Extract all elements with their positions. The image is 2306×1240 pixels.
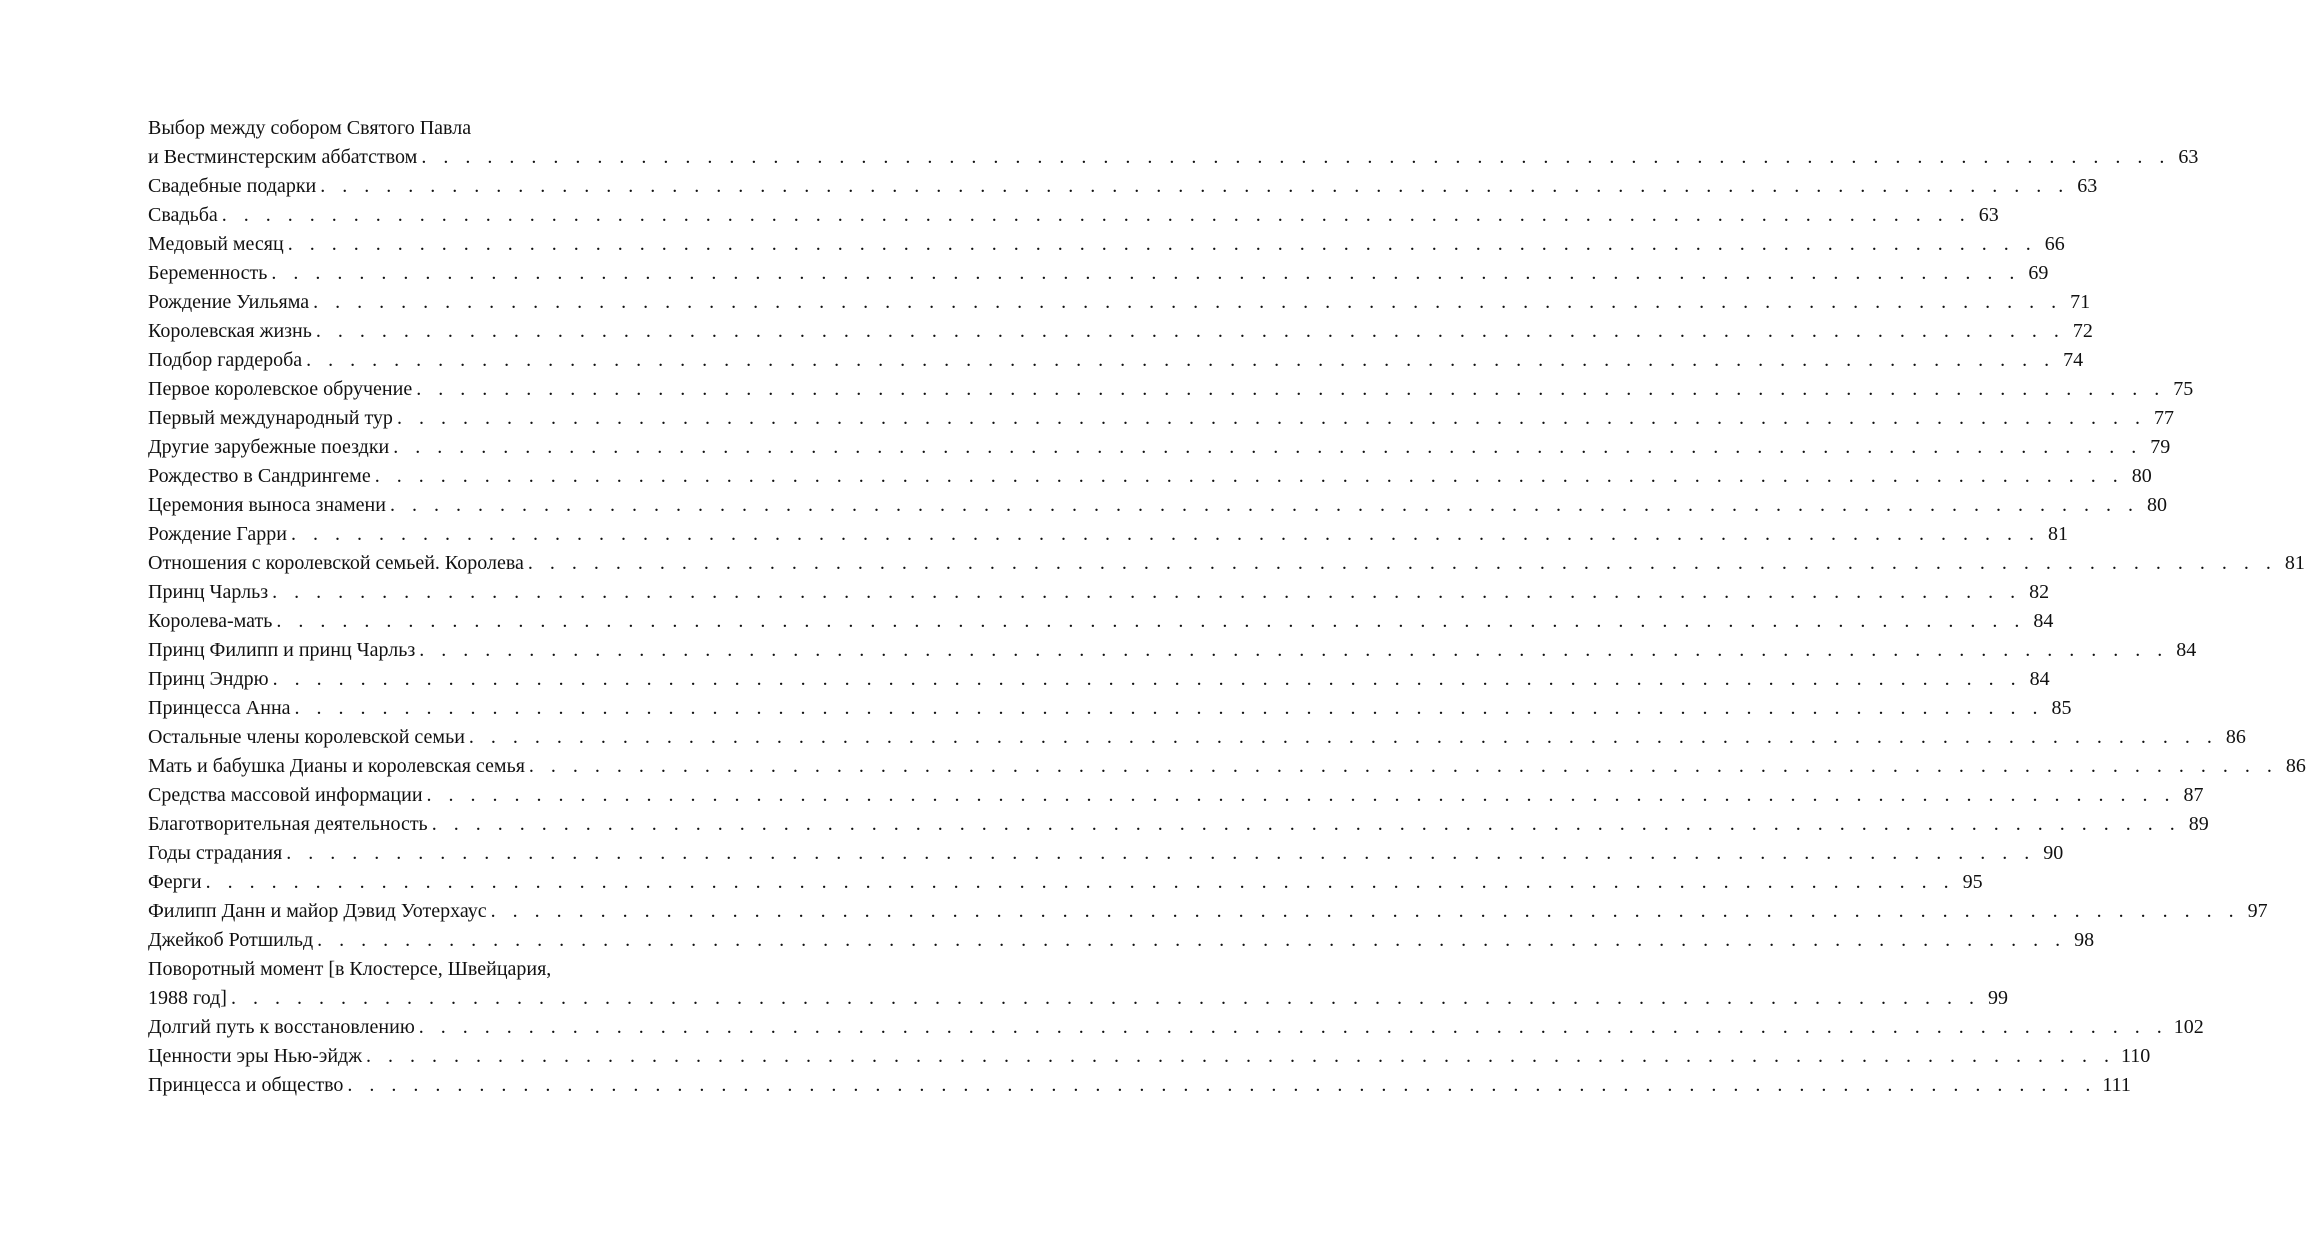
toc-entry bbox=[148, 578, 2050, 607]
toc-entry bbox=[148, 955, 2008, 1013]
dot-leader: . . . . . . . . . . . . . . . . . . . . . . . . . . . . . . . . . . . . . . . . . . . . . . . . . . . . . . . . . . . . . . . . . . . . . . . . . . . . . . . . bbox=[468, 726, 2218, 748]
toc-entry bbox=[148, 781, 2204, 810]
toc-entry-line bbox=[148, 868, 1983, 897]
toc-entry-title: Принц Филипп и принц Чарльз bbox=[148, 639, 416, 661]
toc-entry-line bbox=[148, 1071, 2131, 1100]
dot-leader: . . . . . . . . . . . . . . . . . . . . . . . . . . . . . . . . . . . . . . . . . . . . . . . . . . . . . . . . . . . . . . . . . . . . . . . . . . . . . . . . bbox=[421, 146, 2171, 168]
toc-entry-line bbox=[148, 1042, 2151, 1071]
toc-entry-line bbox=[148, 1013, 2204, 1042]
toc-page-number: 63 bbox=[2077, 175, 2098, 197]
toc-page-number: 84 bbox=[2033, 610, 2054, 632]
dot-leader: . . . . . . . . . . . . . . . . . . . . . . . . . . . . . . . . . . . . . . . . . . . . . . . . . . . . . . . . . . . . . . . . . . . . . . . . . . . . . . . . bbox=[416, 378, 2166, 400]
toc-entry-title: Церемония выноса знамени bbox=[148, 494, 386, 516]
toc-page-number: 90 bbox=[2043, 842, 2064, 864]
toc-entry-title: Остальные члены королевской семьи bbox=[148, 726, 465, 748]
toc-entry-line bbox=[148, 636, 2197, 665]
dot-leader: . . . . . . . . . . . . . . . . . . . . . . . . . . . . . . . . . . . . . . . . . . . . . . . . . . . . . . . . . . . . . . . . . . . . . . . . . . . . . . . . bbox=[393, 436, 2143, 458]
toc-page-number: 111 bbox=[2102, 1074, 2131, 1096]
toc-entry bbox=[148, 288, 2091, 317]
dot-leader: . . . . . . . . . . . . . . . . . . . . . . . . . . . . . . . . . . . . . . . . . . . . . . . . . . . . . . . . . . . . . . . . . . . . . . . . . . . . . . . . bbox=[527, 552, 2277, 574]
toc-entry-title: Рождество в Сандрингеме bbox=[148, 465, 371, 487]
dot-leader: . . . . . . . . . . . . . . . . . . . . . . . . . . . . . . . . . . . . . . . . . . . . . . . . . . . . . . . . . . . . . . . . . . . . . . . . . . . . . . . . bbox=[419, 639, 2169, 661]
toc-entry-line bbox=[148, 984, 2008, 1013]
toc-entry-title: Благотворительная деятельность bbox=[148, 813, 428, 835]
toc-entry bbox=[148, 607, 2054, 636]
toc-entry-title-line: Поворотный момент [в Клостерсе, Швейцария, bbox=[148, 958, 552, 980]
toc-entry-line bbox=[148, 665, 2050, 694]
toc-entry-line bbox=[148, 549, 2305, 578]
toc-entry-title: Рождение Уильяма bbox=[148, 291, 310, 313]
dot-leader: . . . . . . . . . . . . . . . . . . . . . . . . . . . . . . . . . . . . . . . . . . . . . . . . . . . . . . . . . . . . . . . . . . . . . . . . . . . . . . . . bbox=[389, 494, 2139, 516]
toc-entry-title: Филипп Данн и майор Дэвид Уотерхаус bbox=[148, 900, 487, 922]
toc-page-number: 80 bbox=[2131, 465, 2152, 487]
toc-entry-line bbox=[148, 462, 2152, 491]
toc-page-number: 74 bbox=[2063, 349, 2084, 371]
toc-entry bbox=[148, 810, 2209, 839]
toc-entry-line bbox=[148, 926, 2095, 955]
toc-entry-line bbox=[148, 230, 2065, 259]
toc-entry bbox=[148, 114, 2199, 172]
toc-entry-line bbox=[148, 288, 2091, 317]
toc-entry bbox=[148, 317, 2093, 346]
toc-page-number: 72 bbox=[2072, 320, 2093, 342]
toc-entry-line bbox=[148, 143, 2199, 172]
toc-entry bbox=[148, 1071, 2131, 1100]
dot-leader: . . . . . . . . . . . . . . . . . . . . . . . . . . . . . . . . . . . . . . . . . . . . . . . . . . . . . . . . . . . . . . . . . . . . . . . . . . . . . . . . bbox=[276, 610, 2026, 632]
toc-page-number: 79 bbox=[2150, 436, 2171, 458]
dot-leader: . . . . . . . . . . . . . . . . . . . . . . . . . . . . . . . . . . . . . . . . . . . . . . . . . . . . . . . . . . . . . . . . . . . . . . . . . . . . . . . . bbox=[396, 407, 2146, 429]
toc-page-number: 95 bbox=[1962, 871, 1983, 893]
toc-entry bbox=[148, 346, 2084, 375]
toc-entry-title: Другие зарубежные поездки bbox=[148, 436, 390, 458]
toc-entry-title-line: Выбор между собором Святого Павла bbox=[148, 117, 472, 139]
toc-page-number: 84 bbox=[2029, 668, 2050, 690]
toc-entry-title: Свадьба bbox=[148, 204, 218, 226]
toc-entry-line bbox=[148, 723, 2246, 752]
toc-entry-title: Ферги bbox=[148, 871, 202, 893]
toc-entry-line bbox=[148, 897, 2268, 926]
toc-entry-title: Свадебные подарки bbox=[148, 175, 317, 197]
toc-entry bbox=[148, 433, 2171, 462]
toc-entry bbox=[148, 404, 2174, 433]
toc-entry-title: Принц Эндрю bbox=[148, 668, 269, 690]
dot-leader: . . . . . . . . . . . . . . . . . . . . . . . . . . . . . . . . . . . . . . . . . . . . . . . . . . . . . . . . . . . . . . . . . . . . . . . . . . . . . . . . bbox=[418, 1016, 2168, 1038]
toc-page-number: 63 bbox=[1978, 204, 1999, 226]
toc-page-number: 98 bbox=[2074, 929, 2095, 951]
toc-entry bbox=[148, 549, 2305, 578]
dot-leader: . . . . . . . . . . . . . . . . . . . . . . . . . . . . . . . . . . . . . . . . . . . . . . . . . . . . . . . . . . . . . . . . . . . . . . . . . . . . . . . . bbox=[271, 262, 2021, 284]
dot-leader: . . . . . . . . . . . . . . . . . . . . . . . . . . . . . . . . . . . . . . . . . . . . . . . . . . . . . . . . . . . . . . . . . . . . . . . . . . . . . . . . bbox=[528, 755, 2278, 777]
dot-leader: . . . . . . . . . . . . . . . . . . . . . . . . . . . . . . . . . . . . . . . . . . . . . . . . . . . . . . . . . . . . . . . . . . . . . . . . . . . . . . . . bbox=[431, 813, 2181, 835]
toc-entry-title: Рождение Гарри bbox=[148, 523, 287, 545]
toc-entry bbox=[148, 172, 2098, 201]
toc-page-number: 102 bbox=[2173, 1016, 2204, 1038]
dot-leader: . . . . . . . . . . . . . . . . . . . . . . . . . . . . . . . . . . . . . . . . . . . . . . . . . . . . . . . . . . . . . . . . . . . . . . . . . . . . . . . . bbox=[347, 1074, 2097, 1096]
toc-page-number: 69 bbox=[2028, 262, 2049, 284]
dot-leader: . . . . . . . . . . . . . . . . . . . . . . . . . . . . . . . . . . . . . . . . . . . . . . . . . . . . . . . . . . . . . . . . . . . . . . . . . . . . . . . . bbox=[294, 697, 2044, 719]
toc-entry bbox=[148, 259, 2049, 288]
toc-entry bbox=[148, 694, 2072, 723]
toc-entry-title: Мать и бабушка Дианы и королевская семья bbox=[148, 755, 525, 777]
toc-entry bbox=[148, 1042, 2151, 1071]
dot-leader: . . . . . . . . . . . . . . . . . . . . . . . . . . . . . . . . . . . . . . . . . . . . . . . . . . . . . . . . . . . . . . . . . . . . . . . . . . . . . . . . bbox=[272, 668, 2022, 690]
toc-entry bbox=[148, 868, 1983, 897]
toc-entry-title: Первое королевское обручение bbox=[148, 378, 413, 400]
toc-entry bbox=[148, 201, 1999, 230]
toc-entry bbox=[148, 723, 2246, 752]
dot-leader: . . . . . . . . . . . . . . . . . . . . . . . . . . . . . . . . . . . . . . . . . . . . . . . . . . . . . . . . . . . . . . . . . . . . . . . . . . . . . . . . bbox=[290, 523, 2040, 545]
dot-leader: . . . . . . . . . . . . . . . . . . . . . . . . . . . . . . . . . . . . . . . . . . . . . . . . . . . . . . . . . . . . . . . . . . . . . . . . . . . . . . . . bbox=[272, 581, 2022, 603]
toc-page-number: 85 bbox=[2051, 697, 2072, 719]
toc-entry-line bbox=[148, 781, 2204, 810]
toc-page-number: 84 bbox=[2176, 639, 2197, 661]
toc-page-number: 66 bbox=[2044, 233, 2065, 255]
dot-leader: . . . . . . . . . . . . . . . . . . . . . . . . . . . . . . . . . . . . . . . . . . . . . . . . . . . . . . . . . . . . . . . . . . . . . . . . . . . . . . . . bbox=[230, 987, 1980, 1009]
toc-page-number: 81 bbox=[2047, 523, 2068, 545]
dot-leader: . . . . . . . . . . . . . . . . . . . . . . . . . . . . . . . . . . . . . . . . . . . . . . . . . . . . . . . . . . . . . . . . . . . . . . . . . . . . . . . . bbox=[205, 871, 1955, 893]
toc-entry bbox=[148, 491, 2167, 520]
toc-entry-title: Подбор гардероба bbox=[148, 349, 303, 371]
toc-entry-line bbox=[148, 317, 2093, 346]
toc-entry bbox=[148, 520, 2068, 549]
toc-entry-line bbox=[148, 433, 2171, 462]
dot-leader: . . . . . . . . . . . . . . . . . . . . . . . . . . . . . . . . . . . . . . . . . . . . . . . . . . . . . . . . . . . . . . . . . . . . . . . . . . . . . . . . bbox=[306, 349, 2056, 371]
toc-entry bbox=[148, 839, 2064, 868]
dot-leader: . . . . . . . . . . . . . . . . . . . . . . . . . . . . . . . . . . . . . . . . . . . . . . . . . . . . . . . . . . . . . . . . . . . . . . . . . . . . . . . . bbox=[426, 784, 2176, 806]
toc-entry-title: Долгий путь к восстановлению bbox=[148, 1016, 415, 1038]
toc-page-number: 97 bbox=[2247, 900, 2268, 922]
toc-page-number: 99 bbox=[1987, 987, 2008, 1009]
dot-leader: . . . . . . . . . . . . . . . . . . . . . . . . . . . . . . . . . . . . . . . . . . . . . . . . . . . . . . . . . . . . . . . . . . . . . . . . . . . . . . . . bbox=[313, 291, 2063, 313]
toc-entry-line bbox=[148, 607, 2054, 636]
dot-leader: . . . . . . . . . . . . . . . . . . . . . . . . . . . . . . . . . . . . . . . . . . . . . . . . . . . . . . . . . . . . . . . . . . . . . . . . . . . . . . . . bbox=[374, 465, 2124, 487]
toc-entry-title: Медовый месяц bbox=[148, 233, 284, 255]
toc-page-number: 80 bbox=[2146, 494, 2167, 516]
toc-page-number: 77 bbox=[2153, 407, 2174, 429]
toc-entry-line bbox=[148, 752, 2306, 781]
toc-entry-line bbox=[148, 172, 2098, 201]
toc-entry bbox=[148, 926, 2095, 955]
toc-page-number: 81 bbox=[2284, 552, 2305, 574]
toc-entry-line bbox=[148, 520, 2068, 549]
toc-entry-title: Королева-мать bbox=[148, 610, 273, 632]
toc-entry-title: Годы страдания bbox=[148, 842, 283, 864]
toc-entry-title: Принцесса Анна bbox=[148, 697, 291, 719]
toc-page-number: 110 bbox=[2121, 1045, 2151, 1067]
toc-page-number: 71 bbox=[2070, 291, 2091, 313]
dot-leader: . . . . . . . . . . . . . . . . . . . . . . . . . . . . . . . . . . . . . . . . . . . . . . . . . . . . . . . . . . . . . . . . . . . . . . . . . . . . . . . . bbox=[286, 842, 2036, 864]
dot-leader: . . . . . . . . . . . . . . . . . . . . . . . . . . . . . . . . . . . . . . . . . . . . . . . . . . . . . . . . . . . . . . . . . . . . . . . . . . . . . . . . bbox=[320, 175, 2070, 197]
toc-entry-title: Отношения с королевской семьей. Королева bbox=[148, 552, 524, 574]
toc-entry-line bbox=[148, 201, 1999, 230]
dot-leader: . . . . . . . . . . . . . . . . . . . . . . . . . . . . . . . . . . . . . . . . . . . . . . . . . . . . . . . . . . . . . . . . . . . . . . . . . . . . . . . . bbox=[366, 1045, 2116, 1067]
dot-leader: . . . . . . . . . . . . . . . . . . . . . . . . . . . . . . . . . . . . . . . . . . . . . . . . . . . . . . . . . . . . . . . . . . . . . . . . . . . . . . . . bbox=[490, 900, 2240, 922]
toc-page-number: 75 bbox=[2173, 378, 2194, 400]
toc-entry-title: Принц Чарльз bbox=[148, 581, 269, 603]
dot-leader: . . . . . . . . . . . . . . . . . . . . . . . . . . . . . . . . . . . . . . . . . . . . . . . . . . . . . . . . . . . . . . . . . . . . . . . . . . . . . . . . bbox=[315, 320, 2065, 342]
toc-entry-title: Первый международный тур bbox=[148, 407, 393, 429]
toc-entry-title: 1988 год] bbox=[148, 987, 227, 1009]
toc-page-number: 86 bbox=[2225, 726, 2246, 748]
toc-entry-title: и Вестминстерским аббатством bbox=[148, 146, 418, 168]
dot-leader: . . . . . . . . . . . . . . . . . . . . . . . . . . . . . . . . . . . . . . . . . . . . . . . . . . . . . . . . . . . . . . . . . . . . . . . . . . . . . . . . bbox=[221, 204, 1971, 226]
toc-entry-title: Ценности эры Нью-эйдж bbox=[148, 1045, 363, 1067]
table-of-contents bbox=[148, 114, 2306, 1100]
toc-entry-line bbox=[148, 404, 2174, 433]
toc-entry-line bbox=[148, 839, 2064, 868]
toc-page-number: 87 bbox=[2183, 784, 2204, 806]
toc-entry-line bbox=[148, 578, 2050, 607]
toc-entry-line bbox=[148, 375, 2194, 404]
toc-entry bbox=[148, 897, 2268, 926]
toc-entry bbox=[148, 636, 2197, 665]
toc-entry bbox=[148, 665, 2050, 694]
toc-entry bbox=[148, 462, 2152, 491]
toc-page-number: 89 bbox=[2188, 813, 2209, 835]
toc-entry-line bbox=[148, 694, 2072, 723]
toc-page-number: 63 bbox=[2178, 146, 2199, 168]
toc-entry bbox=[148, 752, 2306, 781]
toc-entry bbox=[148, 1013, 2204, 1042]
toc-page-number: 82 bbox=[2029, 581, 2050, 603]
toc-entry-title: Беременность bbox=[148, 262, 268, 284]
toc-entry-line bbox=[148, 259, 2049, 288]
toc-entry bbox=[148, 375, 2194, 404]
toc-page-number: 86 bbox=[2285, 755, 2306, 777]
toc-entry-title: Королевская жизнь bbox=[148, 320, 312, 342]
toc-entry-title: Принцесса и общество bbox=[148, 1074, 344, 1096]
toc-entry-title: Джейкоб Ротшильд bbox=[148, 929, 314, 951]
toc-entry-line bbox=[148, 346, 2084, 375]
toc-entry-line bbox=[148, 491, 2167, 520]
toc-entry-title: Средства массовой информации bbox=[148, 784, 423, 806]
toc-entry-line bbox=[148, 810, 2209, 839]
dot-leader: . . . . . . . . . . . . . . . . . . . . . . . . . . . . . . . . . . . . . . . . . . . . . . . . . . . . . . . . . . . . . . . . . . . . . . . . . . . . . . . . bbox=[317, 929, 2067, 951]
dot-leader: . . . . . . . . . . . . . . . . . . . . . . . . . . . . . . . . . . . . . . . . . . . . . . . . . . . . . . . . . . . . . . . . . . . . . . . . . . . . . . . . bbox=[287, 233, 2037, 255]
toc-entry bbox=[148, 230, 2065, 259]
